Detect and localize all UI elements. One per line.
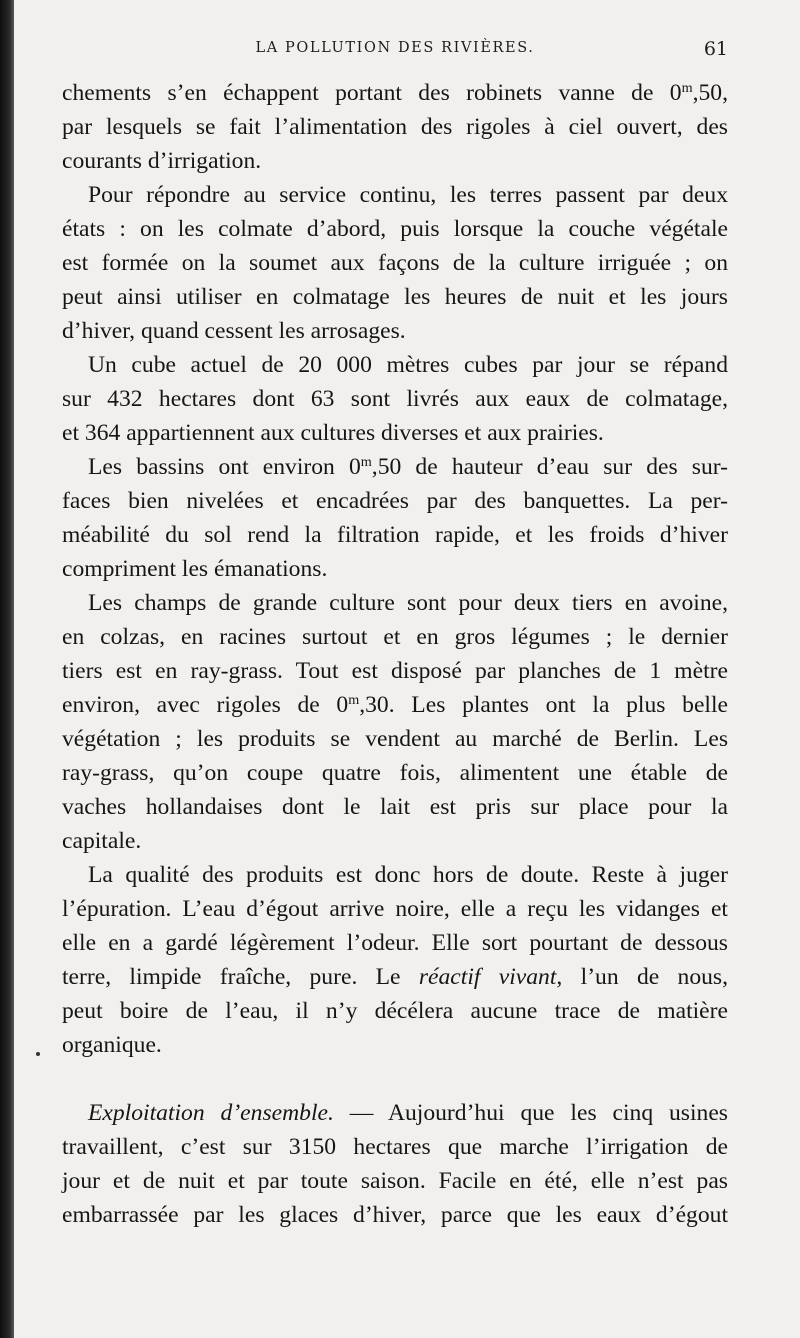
text-line: Pour répondre au service continu, les terres passent par deux — [88, 182, 728, 208]
book-gutter — [0, 0, 14, 1338]
paragraph — [62, 76, 728, 178]
text-line: méabilité du sol rend la filtration rapide, et les froids d’hiver — [62, 522, 728, 548]
section-paragraph — [62, 1096, 728, 1232]
text-line: en colzas, en racines surtout et en gros légumes ; le dernier — [62, 624, 728, 650]
text-line: états : on les colmate d’abord, puis lorsque la couche végétale — [62, 216, 728, 242]
section-break — [62, 1062, 728, 1096]
text-line: par lesquels se fait l’alimentation des rigoles à ciel ouvert, des — [62, 114, 728, 140]
section-heading: Exploitation d’ensemble. — [88, 1100, 334, 1126]
section-line: travaillent, c’est sur 3150 hectares que marche l’irrigation de — [62, 1134, 728, 1160]
text-line: Un cube actuel de 20 000 mètres cubes par jour se répand — [88, 352, 728, 378]
paragraph — [62, 178, 728, 348]
running-title: LA POLLUTION DES RIVIÈRES. — [255, 40, 535, 56]
text-line: végétation ; les produits se vendent au marché de Berlin. Les — [62, 726, 728, 752]
text-line: et 364 appartiennent aux cultures diverses et aux prairies. — [62, 420, 604, 446]
running-head — [62, 38, 728, 68]
paragraphs — [62, 76, 728, 1062]
section-line: embarrassée par les glaces d’hiver, parce que les eaux d’égout — [62, 1202, 728, 1228]
text-line: est formée on la soumet aux façons de la culture irriguée ; on — [62, 250, 728, 276]
paragraph — [62, 586, 728, 858]
paragraph — [62, 858, 728, 1062]
italic-phrase: réactif vivant — [418, 964, 557, 990]
text-line: environ, avec rigoles de 0$^m$,30. Les plantes ont la plus belle — [62, 692, 728, 718]
ink-speck — [36, 1052, 40, 1056]
text-line: organique. — [62, 1032, 162, 1058]
text-line: compriment les émanations. — [62, 556, 328, 582]
page-number: 61 — [703, 38, 728, 60]
body-text — [62, 76, 728, 1232]
text-line: terre, limpide fraîche, pure. Le réactif vivant, l’un de nous, — [62, 964, 729, 990]
section-first-line-rest: Aujourd’hui que les cinq usines — [387, 1100, 728, 1126]
text-line: d’hiver, quand cessent les arrosages. — [62, 318, 406, 344]
meter-superscript: m — [681, 80, 693, 97]
text-line: Les bassins ont environ 0$^m$,50 de hauteur d’eau sur des sur- — [88, 454, 728, 480]
text-line: chements s’en échappent portant des robinets vanne de 0$^m$,50, — [62, 80, 728, 106]
section-line: jour et de nuit et par toute saison. Facile en été, elle n’est pas — [62, 1168, 728, 1194]
text-line: elle en a gardé légèrement l’odeur. Elle sort pourtant de dessous — [62, 930, 728, 956]
section-first-line — [62, 1096, 728, 1130]
text-line: peut boire de l’eau, il n’y décélera aucune trace de matière — [62, 998, 728, 1024]
text-line: vaches hollandaises dont le lait est pris sur place pour la — [62, 794, 728, 820]
text-line: l’épuration. L’eau d’égout arrive noire, elle a reçu les vidanges et — [62, 896, 728, 922]
text-line: tiers est en ray-grass. Tout est disposé par planches de 1 mètre — [62, 658, 728, 684]
text-line: faces bien nivelées et encadrées par des banquettes. La per- — [62, 488, 728, 514]
text-line: Les champs de grande culture sont pour deux tiers en avoine, — [88, 590, 728, 616]
text-line: capitale. — [62, 828, 142, 854]
book-page — [14, 0, 800, 1338]
text-line: La qualité des produits est donc hors de doute. Reste à juger — [88, 862, 728, 888]
meter-superscript: m — [360, 454, 372, 471]
paragraph — [62, 450, 728, 586]
text-line: courants d’irrigation. — [62, 148, 262, 174]
text-line: peut ainsi utiliser en colmatage les heures de nuit et les jours — [62, 284, 728, 310]
text-line: ray-grass, qu’on coupe quatre fois, alimentent une étable de — [62, 760, 728, 786]
meter-superscript: m — [348, 692, 360, 709]
section-heading-dash: — — [333, 1100, 388, 1126]
paragraph — [62, 348, 728, 450]
text-line: sur 432 hectares dont 63 sont livrés aux eaux de colmatage, — [62, 386, 728, 412]
